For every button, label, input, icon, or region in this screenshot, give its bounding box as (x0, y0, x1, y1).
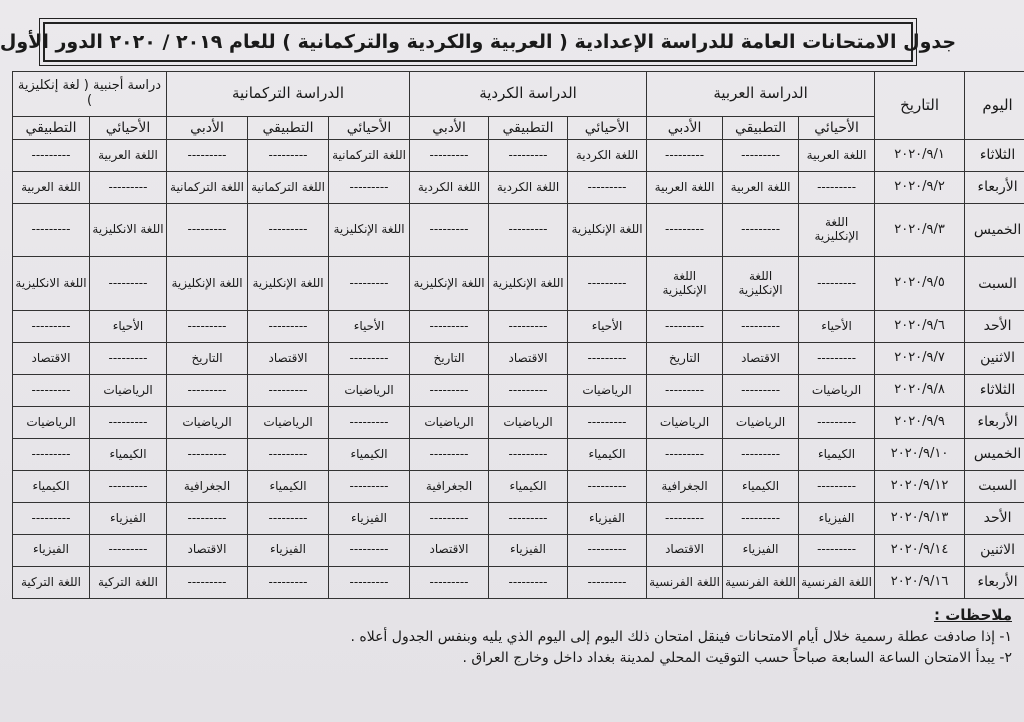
table-row (13, 374, 1024, 406)
subject-cell: الرياضيات (329, 374, 410, 406)
subject-cell: اللغة الكردية (568, 140, 647, 172)
date-cell: ٢٠٢٠/٩/٥ (875, 257, 965, 311)
day-cell: الثلاثاء (965, 374, 1024, 406)
header-branch-cell: الأدبي (410, 117, 489, 140)
subject-cell: --------- (410, 374, 489, 406)
header-group-row (13, 72, 1024, 117)
day-cell: الخميس (965, 203, 1024, 257)
subject-cell: --------- (90, 342, 167, 374)
table-row (13, 140, 1024, 172)
day-cell: الأربعاء (965, 406, 1024, 438)
subject-cell: --------- (723, 502, 799, 534)
subject-cell: --------- (723, 203, 799, 257)
subject-cell: --------- (90, 257, 167, 311)
notes-section (12, 604, 1012, 669)
subject-cell: اللغة الإنكليزية (167, 257, 248, 311)
header-branch-cell: الأحيائي (799, 117, 875, 140)
header-arabic-study: الدراسة العربية (647, 72, 875, 117)
subject-cell: --------- (329, 566, 410, 598)
subject-cell: --------- (410, 438, 489, 470)
day-cell: الأحد (965, 311, 1024, 343)
subject-cell: اللغة العربية (723, 171, 799, 203)
header-turkmen-study: الدراسة التركمانية (167, 72, 410, 117)
day-cell: الأربعاء (965, 171, 1024, 203)
table-row (13, 502, 1024, 534)
notes-title: ملاحظات : (933, 606, 1012, 624)
subject-cell: الجغرافية (167, 470, 248, 502)
subject-cell: اللغة الإنكليزية (568, 203, 647, 257)
subject-cell: --------- (489, 203, 568, 257)
subject-cell: الاقتصاد (723, 342, 799, 374)
document-title (0, 22, 957, 62)
subject-cell: --------- (723, 311, 799, 343)
subject-cell: الكيمياء (723, 470, 799, 502)
table-row (13, 438, 1024, 470)
subject-cell: الفيزياء (90, 502, 167, 534)
subject-cell: --------- (13, 438, 90, 470)
header-branch-cell: التطبيقي (489, 117, 568, 140)
subject-cell: --------- (568, 257, 647, 311)
subject-cell: --------- (799, 171, 875, 203)
date-cell: ٢٠٢٠/٩/٨ (875, 374, 965, 406)
subject-cell: الرياضيات (799, 374, 875, 406)
subject-cell: --------- (167, 140, 248, 172)
subject-cell: الرياضيات (723, 406, 799, 438)
subject-cell: --------- (799, 342, 875, 374)
subject-cell: الاقتصاد (167, 534, 248, 566)
subject-cell: الاقتصاد (13, 342, 90, 374)
header-foreign-study: دراسة أجنبية ( لغة إنكليزية ) (13, 72, 167, 117)
exam-schedule-table (12, 71, 1024, 599)
subject-cell: الكيمياء (568, 438, 647, 470)
subject-cell: --------- (90, 406, 167, 438)
subject-cell: الاقتصاد (410, 534, 489, 566)
subject-cell: --------- (248, 203, 329, 257)
subject-cell: --------- (167, 203, 248, 257)
subject-cell: --------- (568, 534, 647, 566)
table-row (13, 171, 1024, 203)
title-text: جدول الامتحانات العامة للدراسة الإعدادية ( العربية والكردية والتركمانية ) للعام ٢٠١٩ / ٢٠٢٠ الدور الأول (0, 31, 957, 53)
subject-cell: --------- (568, 566, 647, 598)
subject-cell: --------- (248, 502, 329, 534)
subject-cell: --------- (489, 374, 568, 406)
subject-cell: --------- (13, 140, 90, 172)
note-item: ١- إذا صادفت عطلة رسمية خلال أيام الامتحانات فينقل امتحان ذلك اليوم إلى اليوم الذي يليه وبنفس الجدول أعلاه . (350, 628, 1012, 645)
subject-cell: الفيزياء (489, 534, 568, 566)
subject-cell: --------- (568, 171, 647, 203)
subject-cell: --------- (167, 502, 248, 534)
subject-cell: الأحياء (568, 311, 647, 343)
subject-cell: --------- (723, 140, 799, 172)
subject-cell: الفيزياء (329, 502, 410, 534)
subject-cell: --------- (489, 438, 568, 470)
subject-cell: --------- (410, 566, 489, 598)
subject-cell: --------- (489, 502, 568, 534)
table-row (13, 406, 1024, 438)
subject-cell: اللغة الفرنسية (723, 566, 799, 598)
subject-cell: --------- (647, 438, 723, 470)
date-cell: ٢٠٢٠/٩/١٢ (875, 470, 965, 502)
header-branch-cell: الأدبي (647, 117, 723, 140)
subject-cell: الكيمياء (329, 438, 410, 470)
subject-cell: --------- (329, 534, 410, 566)
subject-cell: الكيمياء (799, 438, 875, 470)
subject-cell: --------- (13, 374, 90, 406)
header-branch-cell: التطبيقي (248, 117, 329, 140)
subject-cell: --------- (248, 311, 329, 343)
subject-cell: التاريخ (410, 342, 489, 374)
subject-cell: --------- (329, 257, 410, 311)
subject-cell: اللغة التركمانية (329, 140, 410, 172)
subject-cell: --------- (489, 140, 568, 172)
subject-cell: الفيزياء (248, 534, 329, 566)
note-item: ٢- يبدأ الامتحان الساعة السابعة صباحاً حسب التوقيت المحلي لمدينة بغداد داخل وخارج العراق . (462, 649, 1012, 666)
subject-cell: اللغة التركية (90, 566, 167, 598)
header-branch-cell: الأحيائي (568, 117, 647, 140)
subject-cell: --------- (329, 470, 410, 502)
subject-cell: --------- (489, 566, 568, 598)
subject-cell: اللغة التركية (13, 566, 90, 598)
table-row (13, 311, 1024, 343)
subject-cell: اللغة الإنكليزية (723, 257, 799, 311)
subject-cell: الأحياء (329, 311, 410, 343)
header-kurdish-study: الدراسة الكردية (410, 72, 647, 117)
subject-cell: الرياضيات (167, 406, 248, 438)
subject-cell: --------- (723, 438, 799, 470)
subject-cell: اللغة العربية (799, 140, 875, 172)
date-cell: ٢٠٢٠/٩/٣ (875, 203, 965, 257)
subject-cell: --------- (647, 311, 723, 343)
header-branch-cell: الأحيائي (90, 117, 167, 140)
day-cell: الاثنين (965, 342, 1024, 374)
subject-cell: --------- (799, 257, 875, 311)
subject-cell: الفيزياء (799, 502, 875, 534)
subject-cell: --------- (647, 502, 723, 534)
table-row (13, 203, 1024, 257)
subject-cell: الجغرافية (410, 470, 489, 502)
subject-cell: --------- (410, 502, 489, 534)
table-row (13, 342, 1024, 374)
header-subgroup-row (13, 117, 1024, 140)
subject-cell: --------- (647, 374, 723, 406)
subject-cell: --------- (248, 438, 329, 470)
subject-cell: الرياضيات (568, 374, 647, 406)
date-cell: ٢٠٢٠/٩/٦ (875, 311, 965, 343)
subject-cell: اللغة الكردية (410, 171, 489, 203)
date-cell: ٢٠٢٠/٩/١٠ (875, 438, 965, 470)
day-cell: السبت (965, 470, 1024, 502)
day-cell: الاثنين (965, 534, 1024, 566)
day-cell: الثلاثاء (965, 140, 1024, 172)
subject-cell: الكيمياء (489, 470, 568, 502)
subject-cell: اللغة الإنكليزية (248, 257, 329, 311)
subject-cell: الفيزياء (13, 534, 90, 566)
subject-cell: الفيزياء (723, 534, 799, 566)
subject-cell: التاريخ (167, 342, 248, 374)
subject-cell: --------- (329, 406, 410, 438)
subject-cell: --------- (568, 406, 647, 438)
date-cell: ٢٠٢٠/٩/١٤ (875, 534, 965, 566)
header-branch-cell: التطبيقي (13, 117, 90, 140)
subject-cell: اللغة الإنكليزية (489, 257, 568, 311)
subject-cell: --------- (13, 203, 90, 257)
subject-cell: اللغة الإنكليزية (329, 203, 410, 257)
subject-cell: اللغة التركمانية (248, 171, 329, 203)
subject-cell: --------- (723, 374, 799, 406)
subject-cell: اللغة الإنكليزية (799, 203, 875, 257)
date-cell: ٢٠٢٠/٩/١٣ (875, 502, 965, 534)
subject-cell: الكيمياء (248, 470, 329, 502)
subject-cell: --------- (489, 311, 568, 343)
header-day: اليوم (965, 72, 1024, 140)
subject-cell: اللغة العربية (647, 171, 723, 203)
subject-cell: اللغة التركمانية (167, 171, 248, 203)
date-cell: ٢٠٢٠/٩/١٦ (875, 566, 965, 598)
subject-cell: --------- (167, 566, 248, 598)
subject-cell: الأحياء (799, 311, 875, 343)
subject-cell: الرياضيات (410, 406, 489, 438)
table-row (13, 257, 1024, 311)
subject-cell: --------- (568, 342, 647, 374)
subject-cell: اللغة الإنكليزية (410, 257, 489, 311)
subject-cell: --------- (167, 374, 248, 406)
subject-cell: الاقتصاد (248, 342, 329, 374)
subject-cell: الرياضيات (647, 406, 723, 438)
day-cell: الأحد (965, 502, 1024, 534)
subject-cell: --------- (167, 311, 248, 343)
subject-cell: الأحياء (90, 311, 167, 343)
subject-cell: --------- (90, 470, 167, 502)
subject-cell: --------- (248, 374, 329, 406)
date-cell: ٢٠٢٠/٩/٧ (875, 342, 965, 374)
subject-cell: الرياضيات (13, 406, 90, 438)
subject-cell: --------- (90, 534, 167, 566)
subject-cell: --------- (568, 470, 647, 502)
subject-cell: اللغة الإنكليزية (647, 257, 723, 311)
subject-cell: الرياضيات (489, 406, 568, 438)
header-branch-cell: الأدبي (167, 117, 248, 140)
subject-cell: --------- (647, 140, 723, 172)
subject-cell: --------- (248, 140, 329, 172)
subject-cell: --------- (329, 342, 410, 374)
subject-cell: الاقتصاد (647, 534, 723, 566)
subject-cell: اللغة الفرنسية (799, 566, 875, 598)
subject-cell: --------- (799, 406, 875, 438)
header-branch-cell: الأحيائي (329, 117, 410, 140)
day-cell: الأربعاء (965, 566, 1024, 598)
table-row (13, 534, 1024, 566)
header-branch-cell: التطبيقي (723, 117, 799, 140)
header-date: التاريخ (875, 72, 965, 140)
subject-cell: --------- (248, 566, 329, 598)
table-body (13, 140, 1024, 599)
subject-cell: التاريخ (647, 342, 723, 374)
subject-cell: الفيزياء (568, 502, 647, 534)
subject-cell: الاقتصاد (489, 342, 568, 374)
subject-cell: الكيمياء (90, 438, 167, 470)
subject-cell: اللغة العربية (13, 171, 90, 203)
subject-cell: الرياضيات (248, 406, 329, 438)
subject-cell: اللغة الفرنسية (647, 566, 723, 598)
subject-cell: --------- (410, 140, 489, 172)
date-cell: ٢٠٢٠/٩/٢ (875, 171, 965, 203)
subject-cell: --------- (90, 171, 167, 203)
subject-cell: --------- (13, 311, 90, 343)
table-row (13, 566, 1024, 598)
subject-cell: الكيمياء (13, 470, 90, 502)
subject-cell: --------- (13, 502, 90, 534)
subject-cell: --------- (799, 470, 875, 502)
date-cell: ٢٠٢٠/٩/١ (875, 140, 965, 172)
day-cell: الخميس (965, 438, 1024, 470)
day-cell: السبت (965, 257, 1024, 311)
subject-cell: --------- (329, 171, 410, 203)
subject-cell: --------- (799, 534, 875, 566)
table-row (13, 470, 1024, 502)
subject-cell: اللغة الانكليزية (90, 203, 167, 257)
subject-cell: --------- (647, 203, 723, 257)
subject-cell: --------- (410, 203, 489, 257)
subject-cell: اللغة الانكليزية (13, 257, 90, 311)
subject-cell: --------- (410, 311, 489, 343)
subject-cell: اللغة العربية (90, 140, 167, 172)
subject-cell: اللغة الكردية (489, 171, 568, 203)
subject-cell: --------- (167, 438, 248, 470)
subject-cell: الرياضيات (90, 374, 167, 406)
date-cell: ٢٠٢٠/٩/٩ (875, 406, 965, 438)
subject-cell: الجغرافية (647, 470, 723, 502)
